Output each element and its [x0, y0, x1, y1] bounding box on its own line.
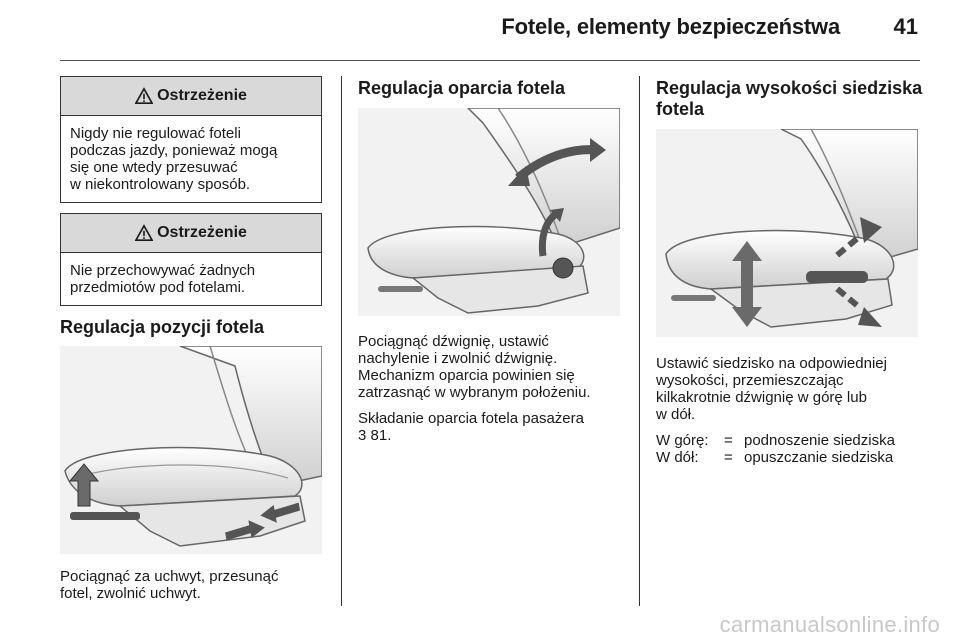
warning-header	[61, 214, 321, 253]
paragraph-line: Mechanizm oparcia powinien się	[358, 367, 575, 384]
seat-height-paragraph	[656, 355, 887, 423]
caption-line: Pociągnąć za uchwyt, przesunąć	[60, 568, 279, 585]
paragraph-line: Składanie oparcia fotela pasażera	[358, 410, 584, 427]
heading-line: fotela	[656, 99, 705, 119]
paragraph-line: zatrzasnąć w wybranym położeniu.	[358, 384, 591, 401]
header-title: Fotele, elementy bezpieczeństwa	[501, 14, 840, 39]
warning-line: podczas jazdy, ponieważ mogą	[70, 142, 278, 159]
paragraph-line: kilkakrotnie dźwignię w górę lub	[656, 389, 867, 406]
spec-row-up	[656, 432, 895, 449]
paragraph-line: Ustawić siedzisko na odpowiedniej	[656, 355, 887, 372]
warning-title: Ostrzeżenie	[157, 87, 247, 104]
header-rule	[60, 60, 920, 61]
backrest-illustration	[358, 108, 620, 316]
warning-line: przedmiotów pod fotelami.	[70, 279, 246, 296]
spec-equals: =	[724, 449, 733, 466]
warning-text	[61, 253, 321, 305]
paragraph-line: nachylenie i zwolnić dźwignię.	[358, 350, 558, 367]
warning-triangle-icon	[135, 224, 153, 242]
seat-position-caption	[60, 568, 278, 602]
backrest-paragraph-1	[358, 333, 591, 401]
warning-box-1	[60, 76, 322, 203]
column-divider-2	[639, 76, 640, 606]
section-heading-seat-position: Regulacja pozycji fotela	[60, 317, 265, 337]
seat-height-illustration	[656, 129, 918, 337]
spec-value: opuszczanie siedziska	[744, 449, 894, 466]
spec-equals: =	[724, 432, 733, 449]
spec-row-down	[656, 449, 893, 466]
column-divider-1	[341, 76, 342, 606]
warning-line: w niekontrolowany sposób.	[70, 176, 251, 193]
paragraph-line: Pociągnąć dźwignię, ustawić	[358, 333, 549, 350]
caption-line: fotel, zwolnić uchwyt.	[60, 585, 201, 602]
warning-header	[61, 77, 321, 116]
seat-position-illustration	[60, 346, 322, 554]
paragraph-line: w dół.	[656, 406, 696, 423]
heading-line: Regulacja wysokości siedziska	[656, 78, 923, 98]
backrest-paragraph-2	[358, 410, 584, 444]
warning-title: Ostrzeżenie	[157, 224, 247, 241]
page-number: 41	[893, 14, 918, 39]
watermark: carmanualsonline.info	[719, 612, 940, 637]
spec-value: podnoszenie siedziska	[744, 432, 895, 449]
spec-key: W górę:	[656, 432, 709, 449]
paragraph-line: 3 81.	[358, 427, 392, 444]
warning-line: się one wtedy przesuwać	[70, 159, 238, 176]
spec-key: W dół:	[656, 449, 699, 466]
section-heading-seat-height	[656, 78, 922, 120]
warning-line: Nigdy nie regulować foteli	[70, 125, 241, 142]
warning-text	[61, 116, 321, 202]
paragraph-line: wysokości, przemieszczając	[656, 372, 844, 389]
warning-line: Nie przechowywać żadnych	[70, 262, 256, 279]
warning-triangle-icon	[135, 87, 153, 105]
warning-box-2	[60, 213, 322, 306]
section-heading-backrest: Regulacja oparcia fotela	[358, 78, 566, 98]
